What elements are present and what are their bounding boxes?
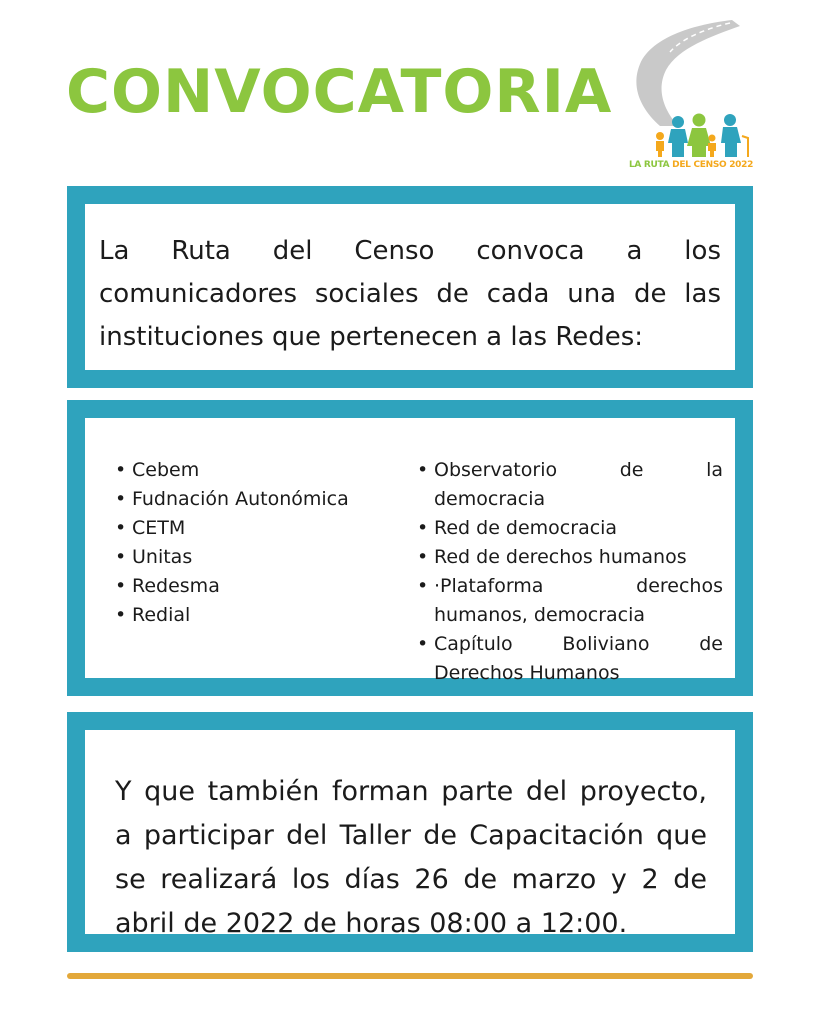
list-item: • Observatorio de la democracia (415, 456, 723, 514)
road-icon (612, 14, 762, 164)
list-item: • ·Plataforma derechos humanos, democracia (415, 572, 723, 630)
institutions-list-left (113, 456, 383, 630)
bottom-divider (67, 973, 753, 979)
institutions-box (67, 400, 753, 696)
road-family-logo (612, 14, 762, 180)
list-item: • Capítulo Boliviano de Derechos Humanos (415, 630, 723, 688)
page-title: CONVOCATORIA (66, 57, 613, 127)
list-item: • Red de democracia (415, 514, 723, 543)
list-item: • Redial (113, 601, 383, 630)
institutions-box-inner (85, 418, 735, 684)
institutions-list-right (415, 456, 723, 688)
list-item: • Fudnación Autonómica (113, 485, 383, 514)
logo-caption: LA RUTA DEL CENSO 2022 (628, 160, 754, 170)
list-item: • Unitas (113, 543, 383, 572)
closing-box-inner (85, 730, 735, 939)
intro-box (67, 186, 753, 388)
closing-text: Y que también forman parte del proyecto, a participar del Taller de Capacitación que se realizará los días 26 de marzo y 2 de abril de 2022 de horas 08:00 a 12:00. (115, 776, 707, 939)
list-item: • Red de derechos humanos (415, 543, 723, 572)
list-item: • Redesma (113, 572, 383, 601)
intro-box-inner (85, 204, 735, 370)
list-item: • Cebem (113, 456, 383, 485)
closing-box (67, 712, 753, 952)
list-item: • CETM (113, 514, 383, 543)
intro-text: La Ruta del Censo convoca a los comunicadores sociales de cada una de las instituciones que pertenecen a las Redes: (99, 236, 721, 352)
